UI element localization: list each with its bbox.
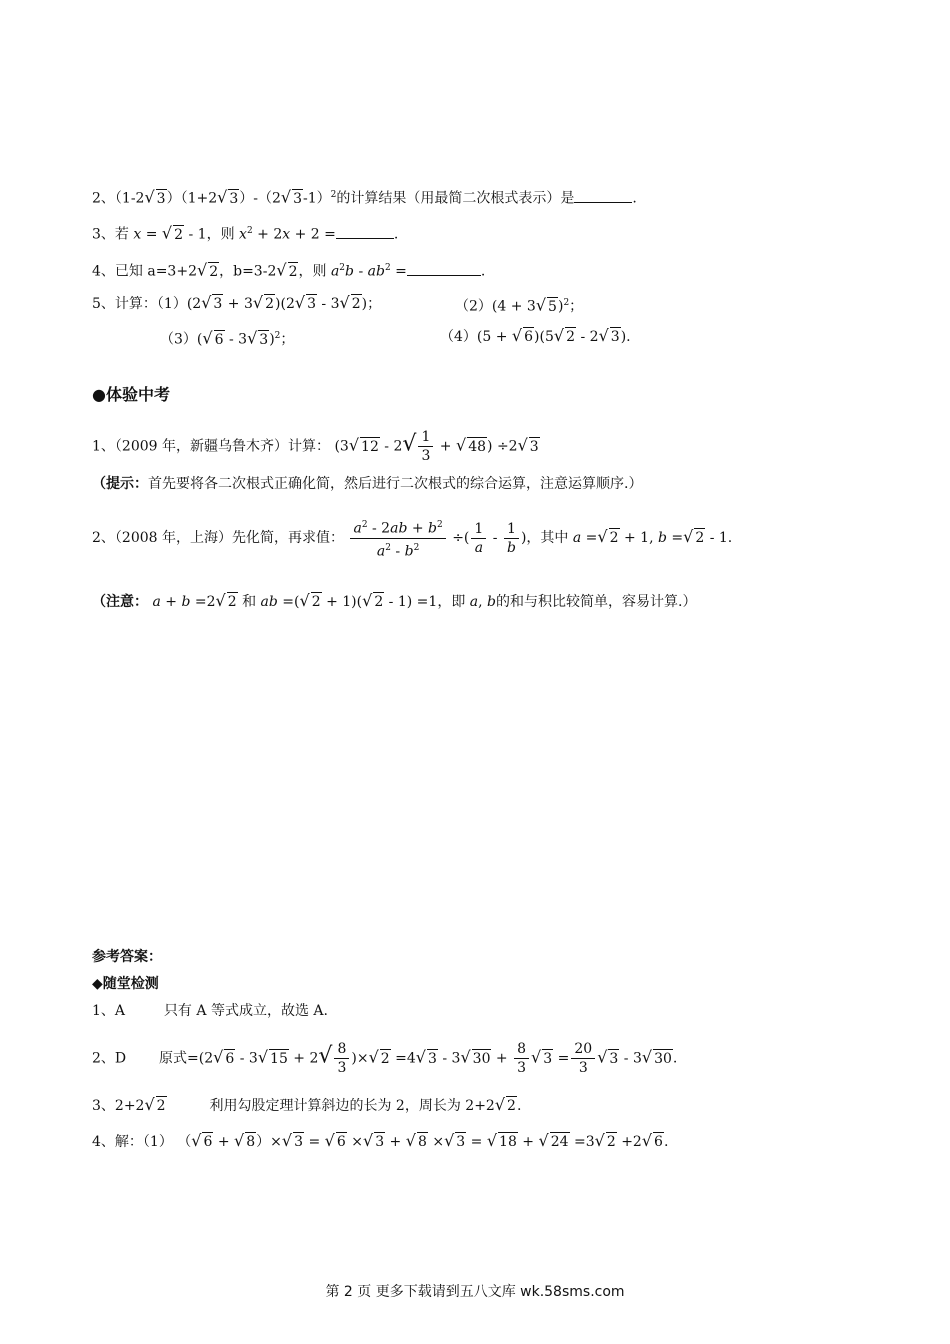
q4-text-b: ，b=3-2 [219,263,277,280]
note-ie: ，即 [437,594,466,610]
page-footer: 第 2 页 更多下载请到五八文库 wk.58sms.com [325,1284,625,1300]
a3-label: 3、2+2 [92,1098,145,1114]
answer-2: 2、D 原式=(2√ 6 - 3√ 15 + 2√ $\frac{8}{3}$ )×√ 2 =4√ 3 - 3√ 30 + $\frac{8}{3}$ √ 3 = $\frac{20}{3}$ √ 3 - 3√ 30. [92,1041,678,1076]
q2-text-c: ）-（2 [239,190,281,207]
a2-label: 2、D [92,1050,127,1067]
hint-label: （提示： [92,476,148,492]
question-5-part2: （2）(4 + 3√ 5)$^2$； [455,295,584,315]
note-text: 的和与积比较简单，容易计算.） [496,594,697,610]
q2-text-e: 的计算结果（用最简二次根式表示）是 [336,190,575,207]
answer-3: 3、2+2√ 2 利用勾股定理计算斜边的长为 2，周长为 2+2√ 2. [92,1095,522,1114]
question-5-part4: （4）(5 + √ 6)(5√ 2 - 2√ 3). [440,326,631,345]
answer-4: 4、解：（1） （√ 6 + √ 8）×√ 3 = √ 6 ×√ 3 + √ 8 ×√ 3 = √ 18 + √ 24 =3√ 2 +2√ 6. [92,1131,669,1150]
q3-text-b: ，则 [206,226,235,243]
q4-text-a: 4、已知 a=3+2 [92,263,197,280]
answers-heading: 参考答案： [92,949,162,965]
exam-heading: ●体验中考 [92,385,170,404]
question-5-part3: （3）(√ 6 - 3√ 3)$^2$； [160,328,295,348]
hint [92,473,642,495]
exam-q2-text: 2、（2008 年，上海）先化简，再求值： [92,530,344,547]
exam-question-1: 1、（2009 年，新疆乌鲁木齐）计算： (3√ 12 - 2√ $\frac{1}{3}$ + √ 48) ÷2√ 3 [92,429,539,464]
question-4: 4、已知 a=3+2√ 2，b=3-2√ 2，则 $a^2b - ab^2$ = . [92,260,486,280]
q5-part1-label: （1） [156,296,187,312]
a3-text: 利用勾股定理计算斜边的长为 2，周长为 2+2 [209,1098,495,1114]
a2-text: 原式= [159,1050,199,1067]
answers-section: ◆随堂检测 [92,976,159,992]
q4-text-c: ，则 [298,263,327,280]
note-label: （注意： [92,594,148,610]
question-5-row1: 5、计算：（1）(2√ 3 + 3√ 2)(2√ 3 - 3√ 2)； [92,293,382,312]
exam-q2-mid: ，其中 [526,530,569,547]
q2-text-a: 2、（1-2 [92,190,145,207]
a4-label: 4、解：（1） [92,1134,173,1150]
note: （注意： a + b =2√ 2 和 ab =(√ 2 + 1)(√ 2 - 1) =1，即 a, b的和与积比较简单，容易计算.） [92,591,697,610]
answer-1 [92,1000,328,1022]
hint-text: 首先要将各二次根式正确化简，然后进行二次根式的综合运算，注意运算顺序.） [148,476,643,492]
a1-label: 1、A [92,1003,126,1019]
q2-text-d: -1） [303,190,331,207]
note-and: 和 [242,594,257,610]
q5-part3-label: （3） [160,331,197,348]
question-2: 2、（1-2√ 3）（1+2√ 3）-（2√ 3-1）$^2$的计算结果（用最简二次根式表示）是 . [92,187,637,207]
exam-q1-text: 1、（2009 年，新疆乌鲁木齐）计算： [92,438,330,455]
q5-part2-label: （2） [455,298,492,315]
a1-text: 只有 A 等式成立，故选 A. [163,1003,328,1019]
q5-label: 5、计算： [92,296,157,312]
q5-part4-label: （4） [440,329,477,345]
q2-text-b: ）（1+2 [166,190,218,207]
question-3: 3、若 x = √ 2 - 1，则 $x^2 + 2x + 2$ = . [92,223,399,243]
exam-question-2: 2、（2008 年，上海）先化简，再求值： $\frac{a^2 - 2ab + b^2}{a^2 - b^2}$ ÷( $\frac{1}{a}$ - $\frac{1}{b}$ )，其中 a =√ 2 + 1, b =√ 2 - 1. [92,516,732,560]
q3-text-a: 3、若 [92,226,129,243]
